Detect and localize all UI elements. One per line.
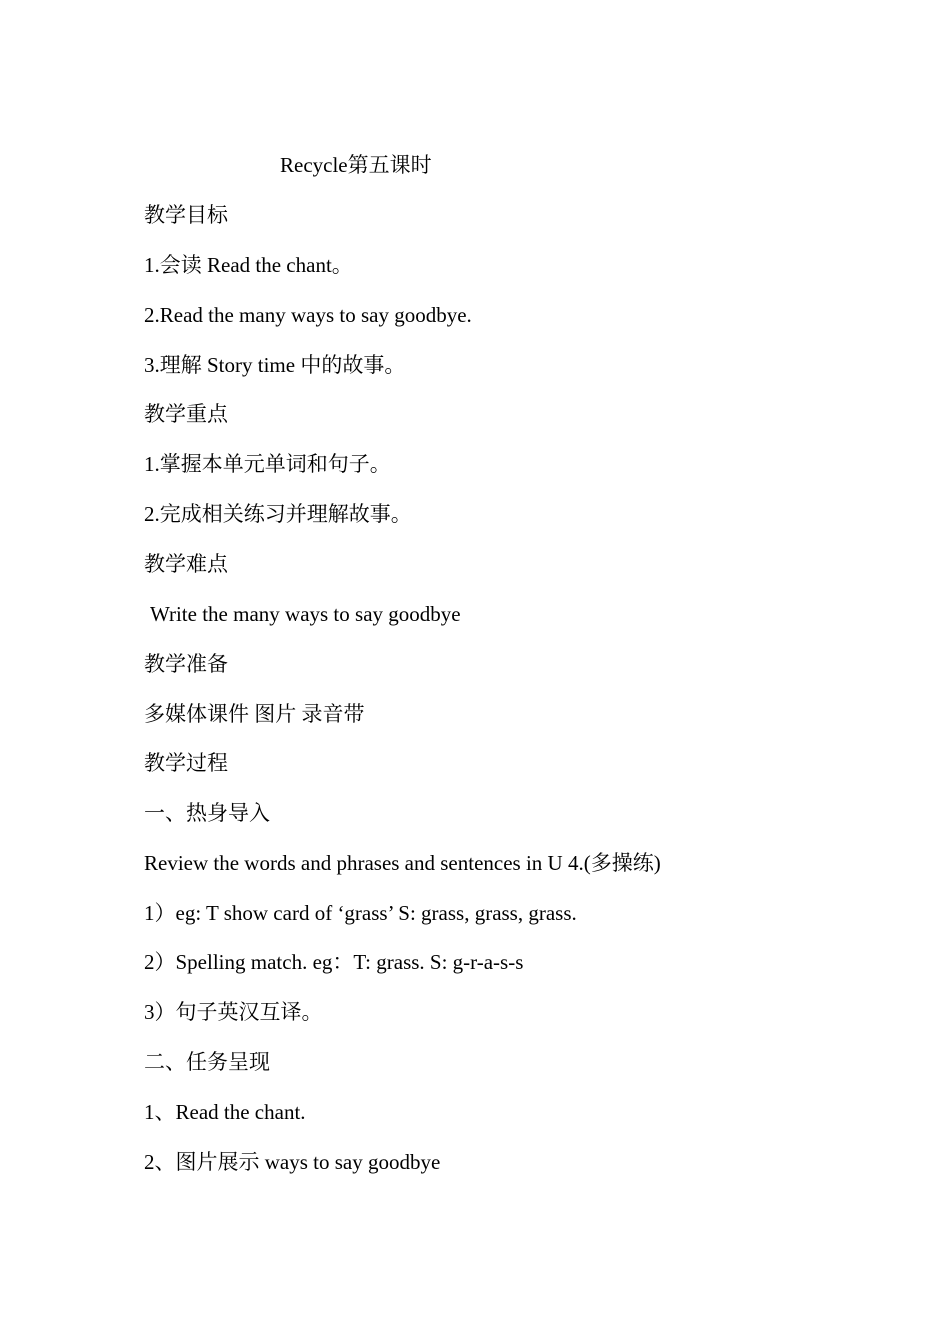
heading-preparation: 教学准备 <box>144 652 228 676</box>
objective-1: 1.会读 Read the chant。 <box>144 253 353 277</box>
document-title: Recycle第五课时 <box>280 153 432 177</box>
section-task-presentation: 二、任务呈现 <box>144 1050 270 1074</box>
heading-key-points: 教学重点 <box>144 402 228 426</box>
section-warm-up: 一、热身导入 <box>144 801 270 825</box>
step-1-example: 1）eg: T show card of ‘grass’ S: grass, grass, grass. <box>144 901 577 925</box>
preparation-materials: 多媒体课件 图片 录音带 <box>144 702 365 726</box>
review-instruction: Review the words and phrases and sentences in U 4.(多操练) <box>144 851 661 875</box>
heading-teaching-objectives: 教学目标 <box>144 203 228 227</box>
objective-3: 3.理解 Story time 中的故事。 <box>144 353 406 377</box>
step-2-spelling: 2）Spelling match. eg：T: grass. S: g-r-a-s-s <box>144 950 524 974</box>
step-3-translation: 3）句子英汉互译。 <box>144 1000 323 1024</box>
task-2: 2、图片展示 ways to say goodbye <box>144 1150 441 1174</box>
key-point-1: 1.掌握本单元单词和句子。 <box>144 452 391 476</box>
task-1: 1、Read the chant. <box>144 1100 306 1124</box>
key-point-2: 2.完成相关练习并理解故事。 <box>144 502 412 526</box>
heading-difficulties: 教学难点 <box>144 552 228 576</box>
objective-2: 2.Read the many ways to say goodbye. <box>144 303 472 327</box>
difficulty-text: Write the many ways to say goodbye <box>150 602 461 626</box>
heading-procedure: 教学过程 <box>144 751 228 775</box>
